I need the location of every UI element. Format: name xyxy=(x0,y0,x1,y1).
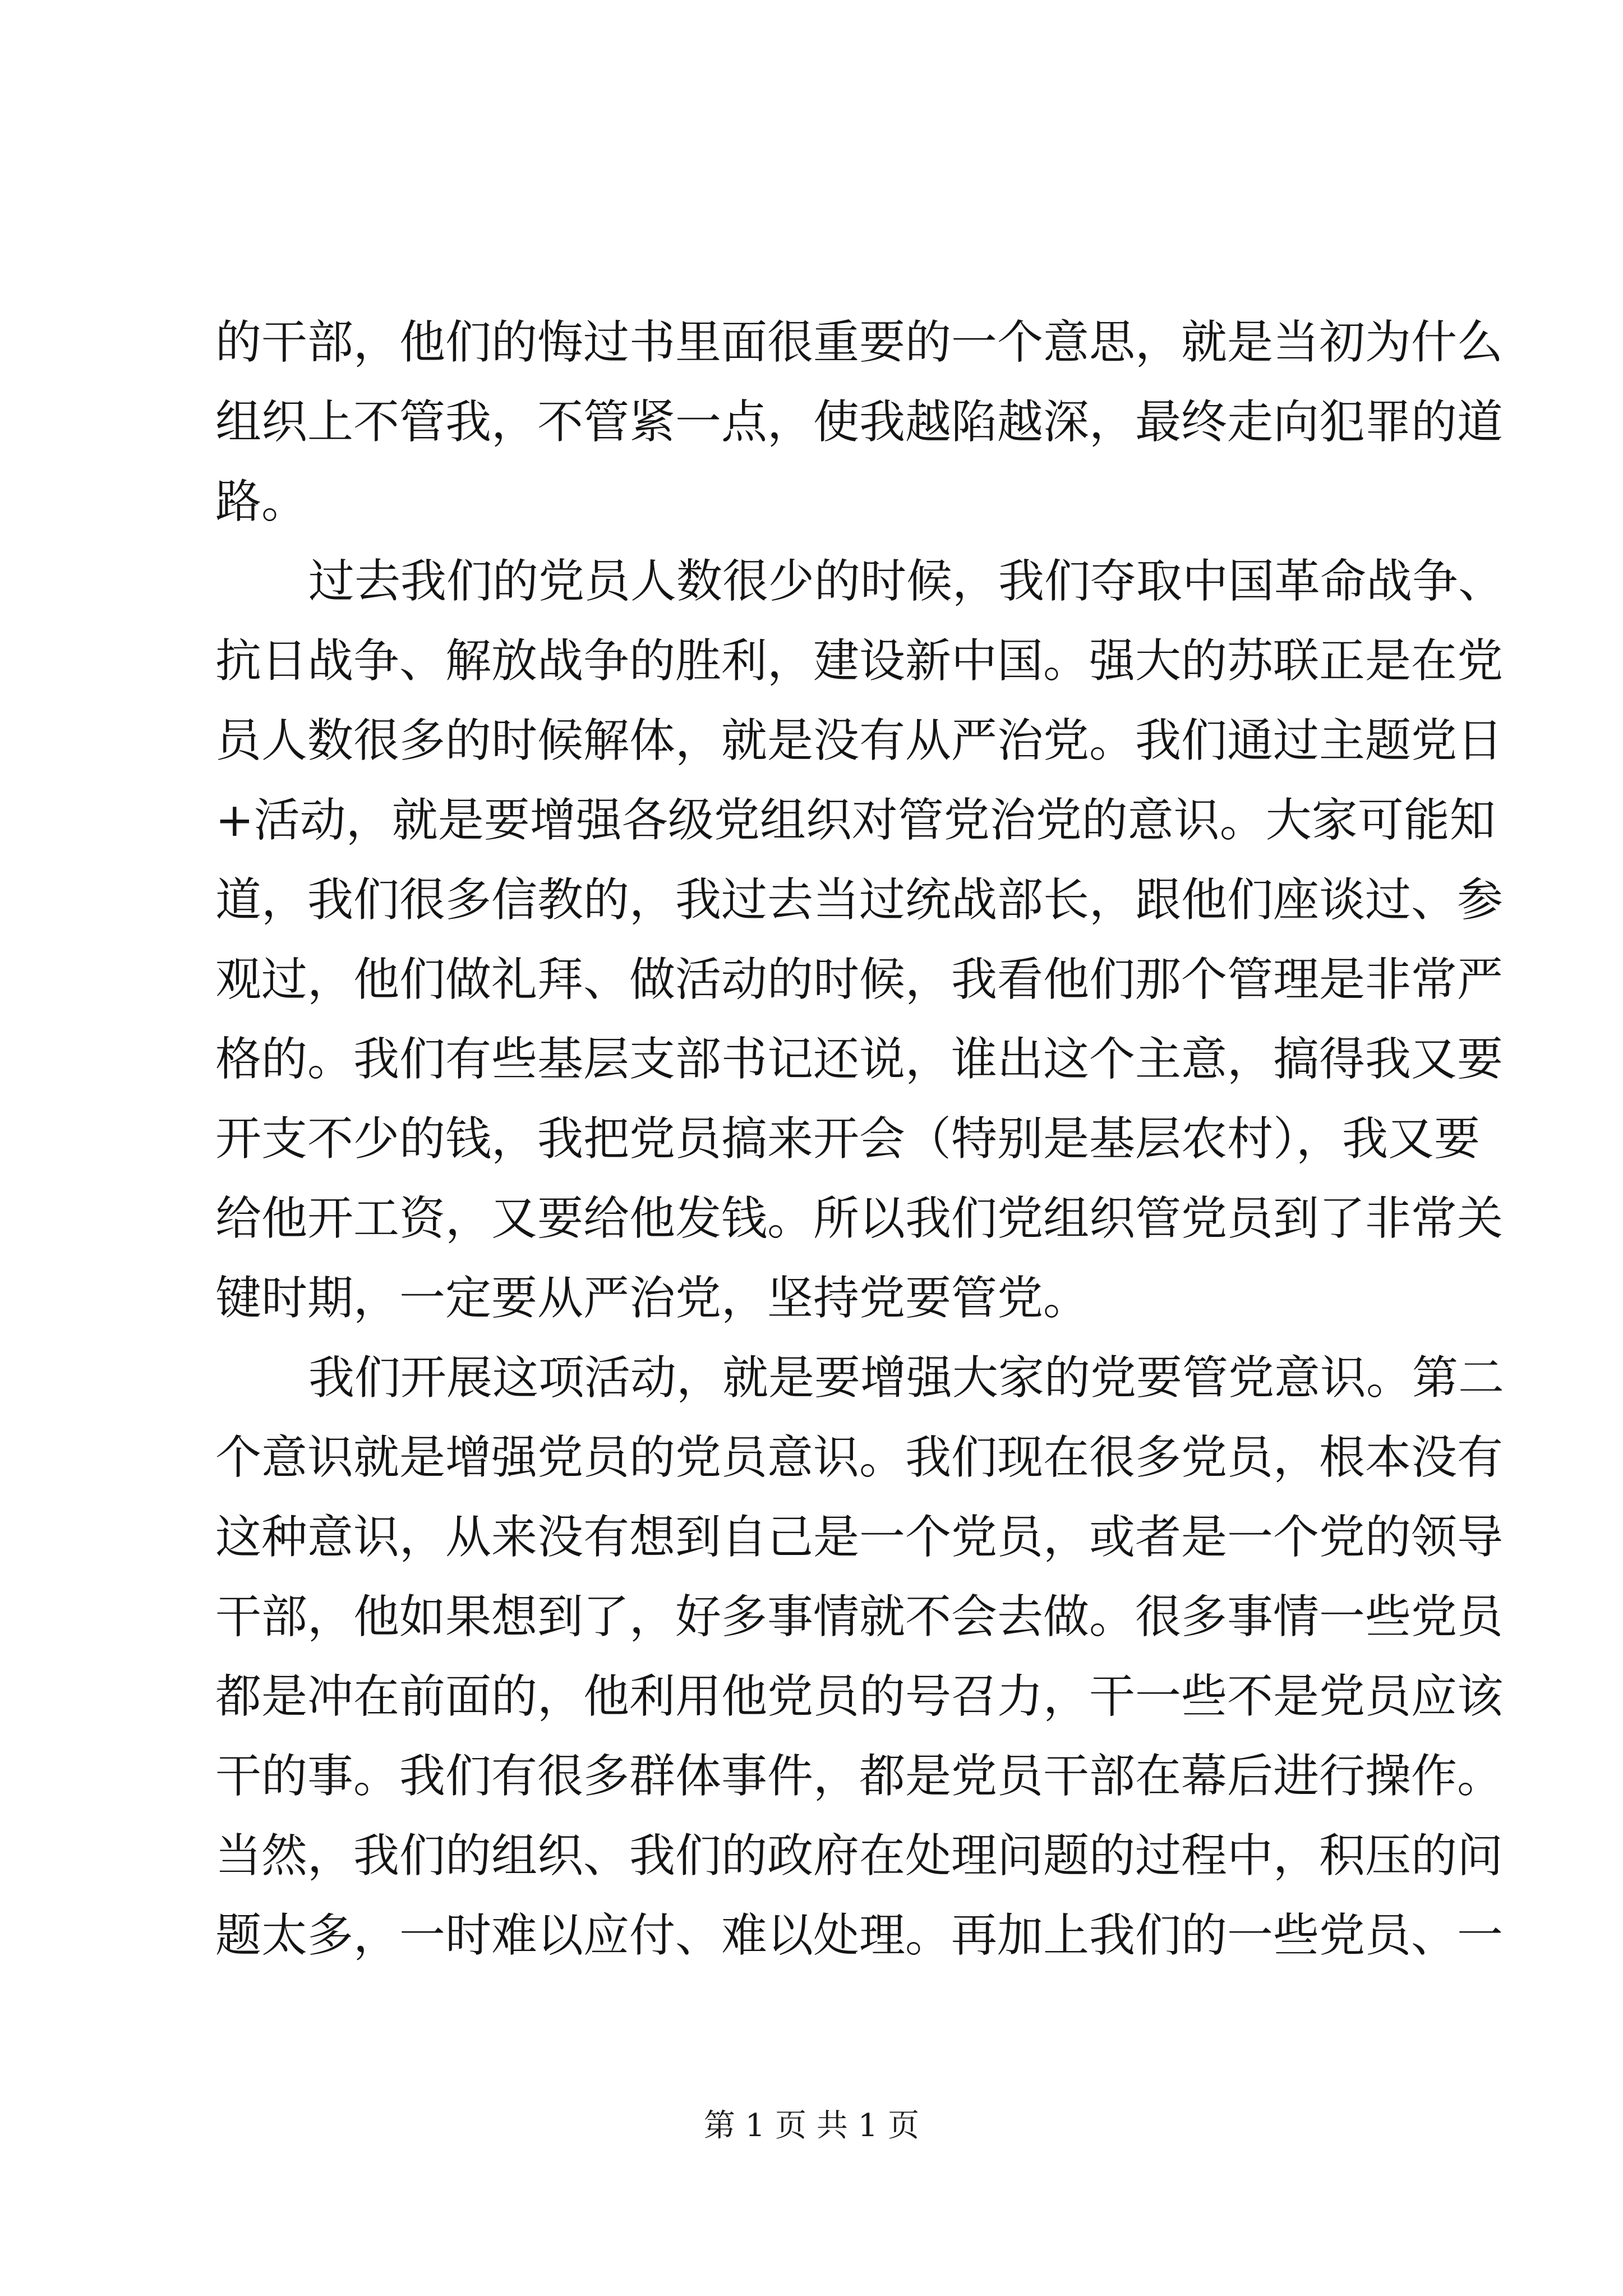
paragraph-3 xyxy=(215,1338,1505,1976)
text-line: 组织上不管我，不管紧一点，使我越陷越深，最终走向犯罪的道 xyxy=(215,395,1504,449)
text-line: 路。 xyxy=(215,475,308,528)
text-line: 给他开工资，又要给他发钱。所以我们党组织管党员到了非常关 xyxy=(215,1192,1504,1245)
text-line: +活动，就是要增强各级党组织对管党治党的意识。大家可能知 xyxy=(215,794,1496,847)
text-line: 抗日战争、解放战争的胜利，建设新中国。强大的苏联正是在党 xyxy=(215,634,1504,688)
page-number-label: 第 1 页 共 1 页 xyxy=(703,2108,920,2144)
text-line: 格的。我们有些基层支部书记还说，谁出这个主意，搞得我又要 xyxy=(215,1033,1504,1086)
text-line: 我们开展这项活动，就是要增强大家的党要管党意识。第二 xyxy=(308,1351,1505,1405)
text-line: 观过，他们做礼拜、做活动的时候，我看他们那个管理是非常严 xyxy=(215,953,1504,1006)
paragraph-2 xyxy=(215,542,1505,1338)
text-line: 的干部，他们的悔过书里面很重要的一个意思，就是当初为什么 xyxy=(215,316,1504,369)
text-line: 开支不少的钱，我把党员搞来开会（特别是基层农村），我又要 xyxy=(215,1112,1481,1166)
text-line: 键时期，一定要从严治党，坚持党要管党。 xyxy=(215,1272,1090,1325)
text-line: 道，我们很多信教的，我过去当过统战部长，跟他们座谈过、参 xyxy=(215,873,1504,927)
document-body xyxy=(215,303,1505,1976)
text-line: 个意识就是增强党员的党员意识。我们现在很多党员，根本没有 xyxy=(215,1431,1504,1484)
page-footer xyxy=(0,2106,1623,2146)
text-line: 干的事。我们有很多群体事件，都是党员干部在幕后进行操作。 xyxy=(215,1750,1504,1803)
text-line: 干部，他如果想到了，好多事情就不会去做。很多事情一些党员 xyxy=(215,1590,1504,1644)
text-line: 题太多，一时难以应付、难以处理。再加上我们的一些党员、一 xyxy=(215,1909,1504,1962)
text-line: 员人数很多的时候解体，就是没有从严治党。我们通过主题党日 xyxy=(215,714,1504,767)
text-line: 当然，我们的组织、我们的政府在处理问题的过程中，积压的问 xyxy=(215,1829,1504,1883)
text-line: 过去我们的党员人数很少的时候，我们夺取中国革命战争、 xyxy=(308,555,1505,608)
text-line: 都是冲在前面的，他利用他党员的号召力，干一些不是党员应该 xyxy=(215,1670,1504,1723)
text-line: 这种意识，从来没有想到自己是一个党员，或者是一个党的领导 xyxy=(215,1511,1504,1564)
paragraph-1 xyxy=(215,303,1504,542)
